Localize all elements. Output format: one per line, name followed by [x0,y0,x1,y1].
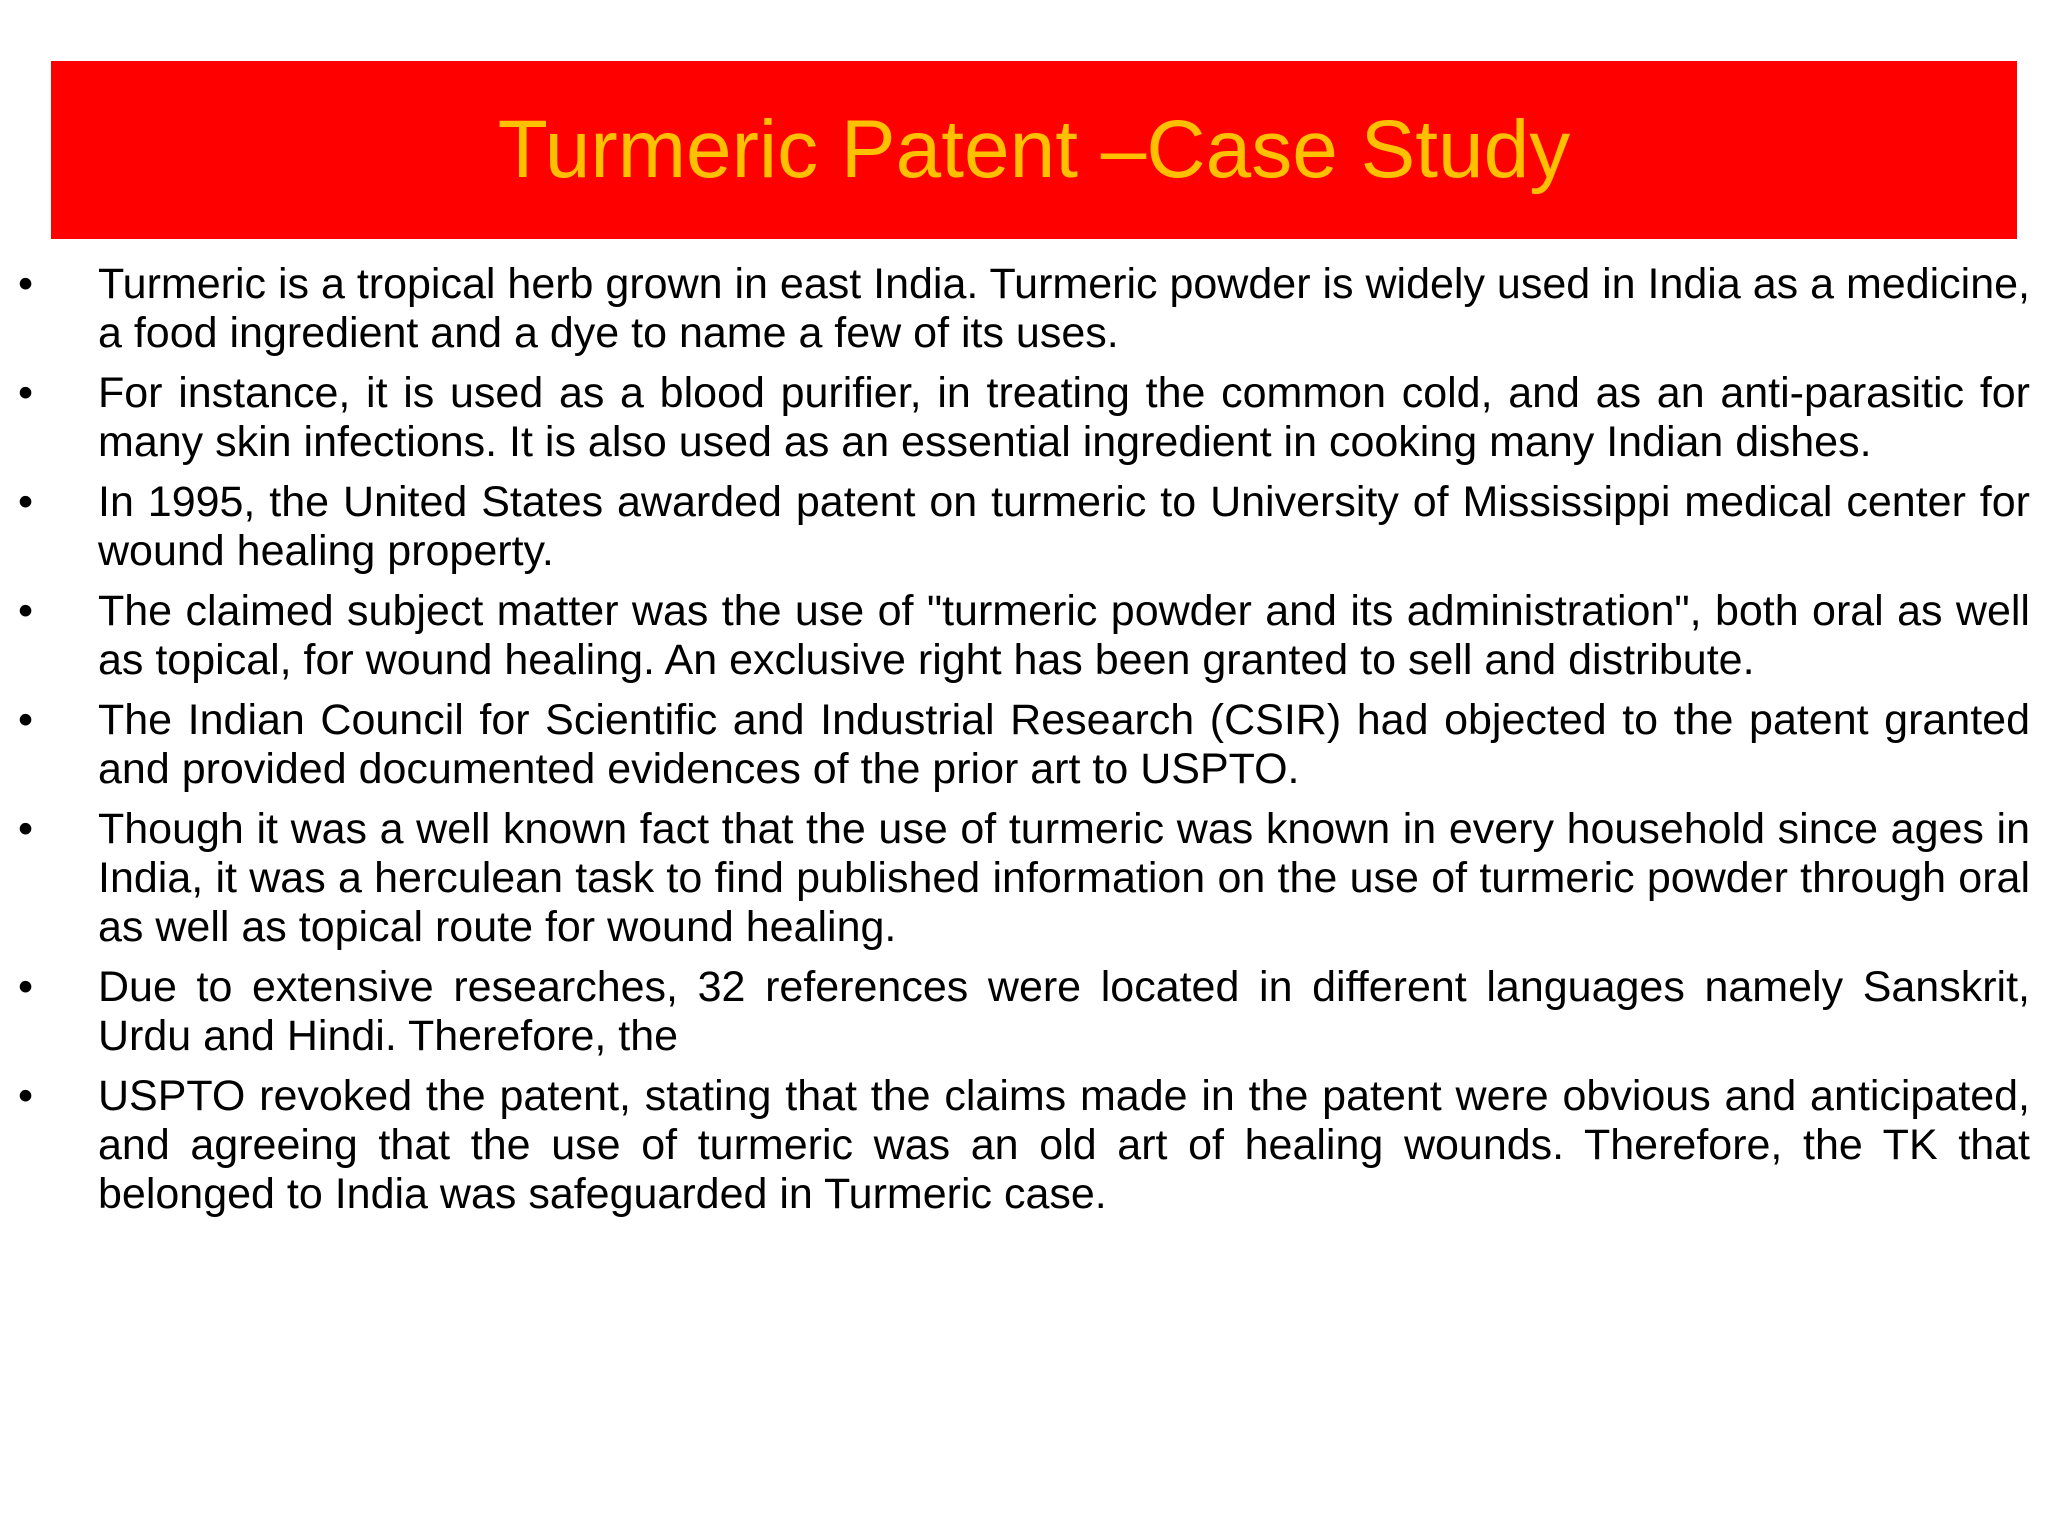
bullet-item [18,1072,2030,1219]
bullet-icon: • [18,369,34,417]
bullet-icon: • [18,696,34,744]
bullet-item [18,369,2030,467]
bullet-item [18,963,2030,1061]
bullet-icon: • [18,805,34,853]
bullet-icon: • [18,963,34,1011]
bullet-item [18,478,2030,576]
bullet-text: Due to extensive researches, 32 references were located in different languages namely Sanskrit, Urdu and Hindi. Therefore, the [98,963,2030,1060]
bullet-text: In 1995, the United States awarded patent on turmeric to University of Mississippi medical center for wound healing property. [98,478,2030,575]
bullet-text: For instance, it is used as a blood purifier, in treating the common cold, and as an anti-parasitic for many skin infections. It is also used as an essential ingredient in cooking many Indian dishes. [98,369,2030,466]
title-banner [51,61,2017,239]
bullet-item [18,805,2030,952]
bullet-icon: • [18,587,34,635]
bullet-icon: • [18,260,34,308]
bullet-item [18,696,2030,794]
bullet-icon: • [18,478,34,526]
bullet-item [18,587,2030,685]
bullet-text: The claimed subject matter was the use of "turmeric powder and its administration", both oral as well as topical, for wound healing. An exclusive right has been granted to sell and distribute. [98,587,2030,684]
bullet-text: The Indian Council for Scientific and Industrial Research (CSIR) had objected to the patent granted and provided documented evidences of the prior art to USPTO. [98,696,2030,793]
bullet-text: Though it was a well known fact that the use of turmeric was known in every household since ages in India, it was a herculean task to find published information on the use of turmeric powder through oral as well as topical route for wound healing. [98,805,2030,951]
bullet-icon: • [18,1072,34,1120]
slide-title: Turmeric Patent –Case Study [497,104,1571,195]
bullet-list [18,260,2030,1230]
bullet-text: USPTO revoked the patent, stating that the claims made in the patent were obvious and anticipated, and agreeing that the use of turmeric was an old art of healing wounds. Therefore, the TK that belonged to India was safeguarded in Turmeric case. [98,1072,2030,1218]
bullet-text: Turmeric is a tropical herb grown in east India. Turmeric powder is widely used in India as a medicine, a food ingredient and a dye to name a few of its uses. [98,260,2030,357]
bullet-item [18,260,2030,358]
